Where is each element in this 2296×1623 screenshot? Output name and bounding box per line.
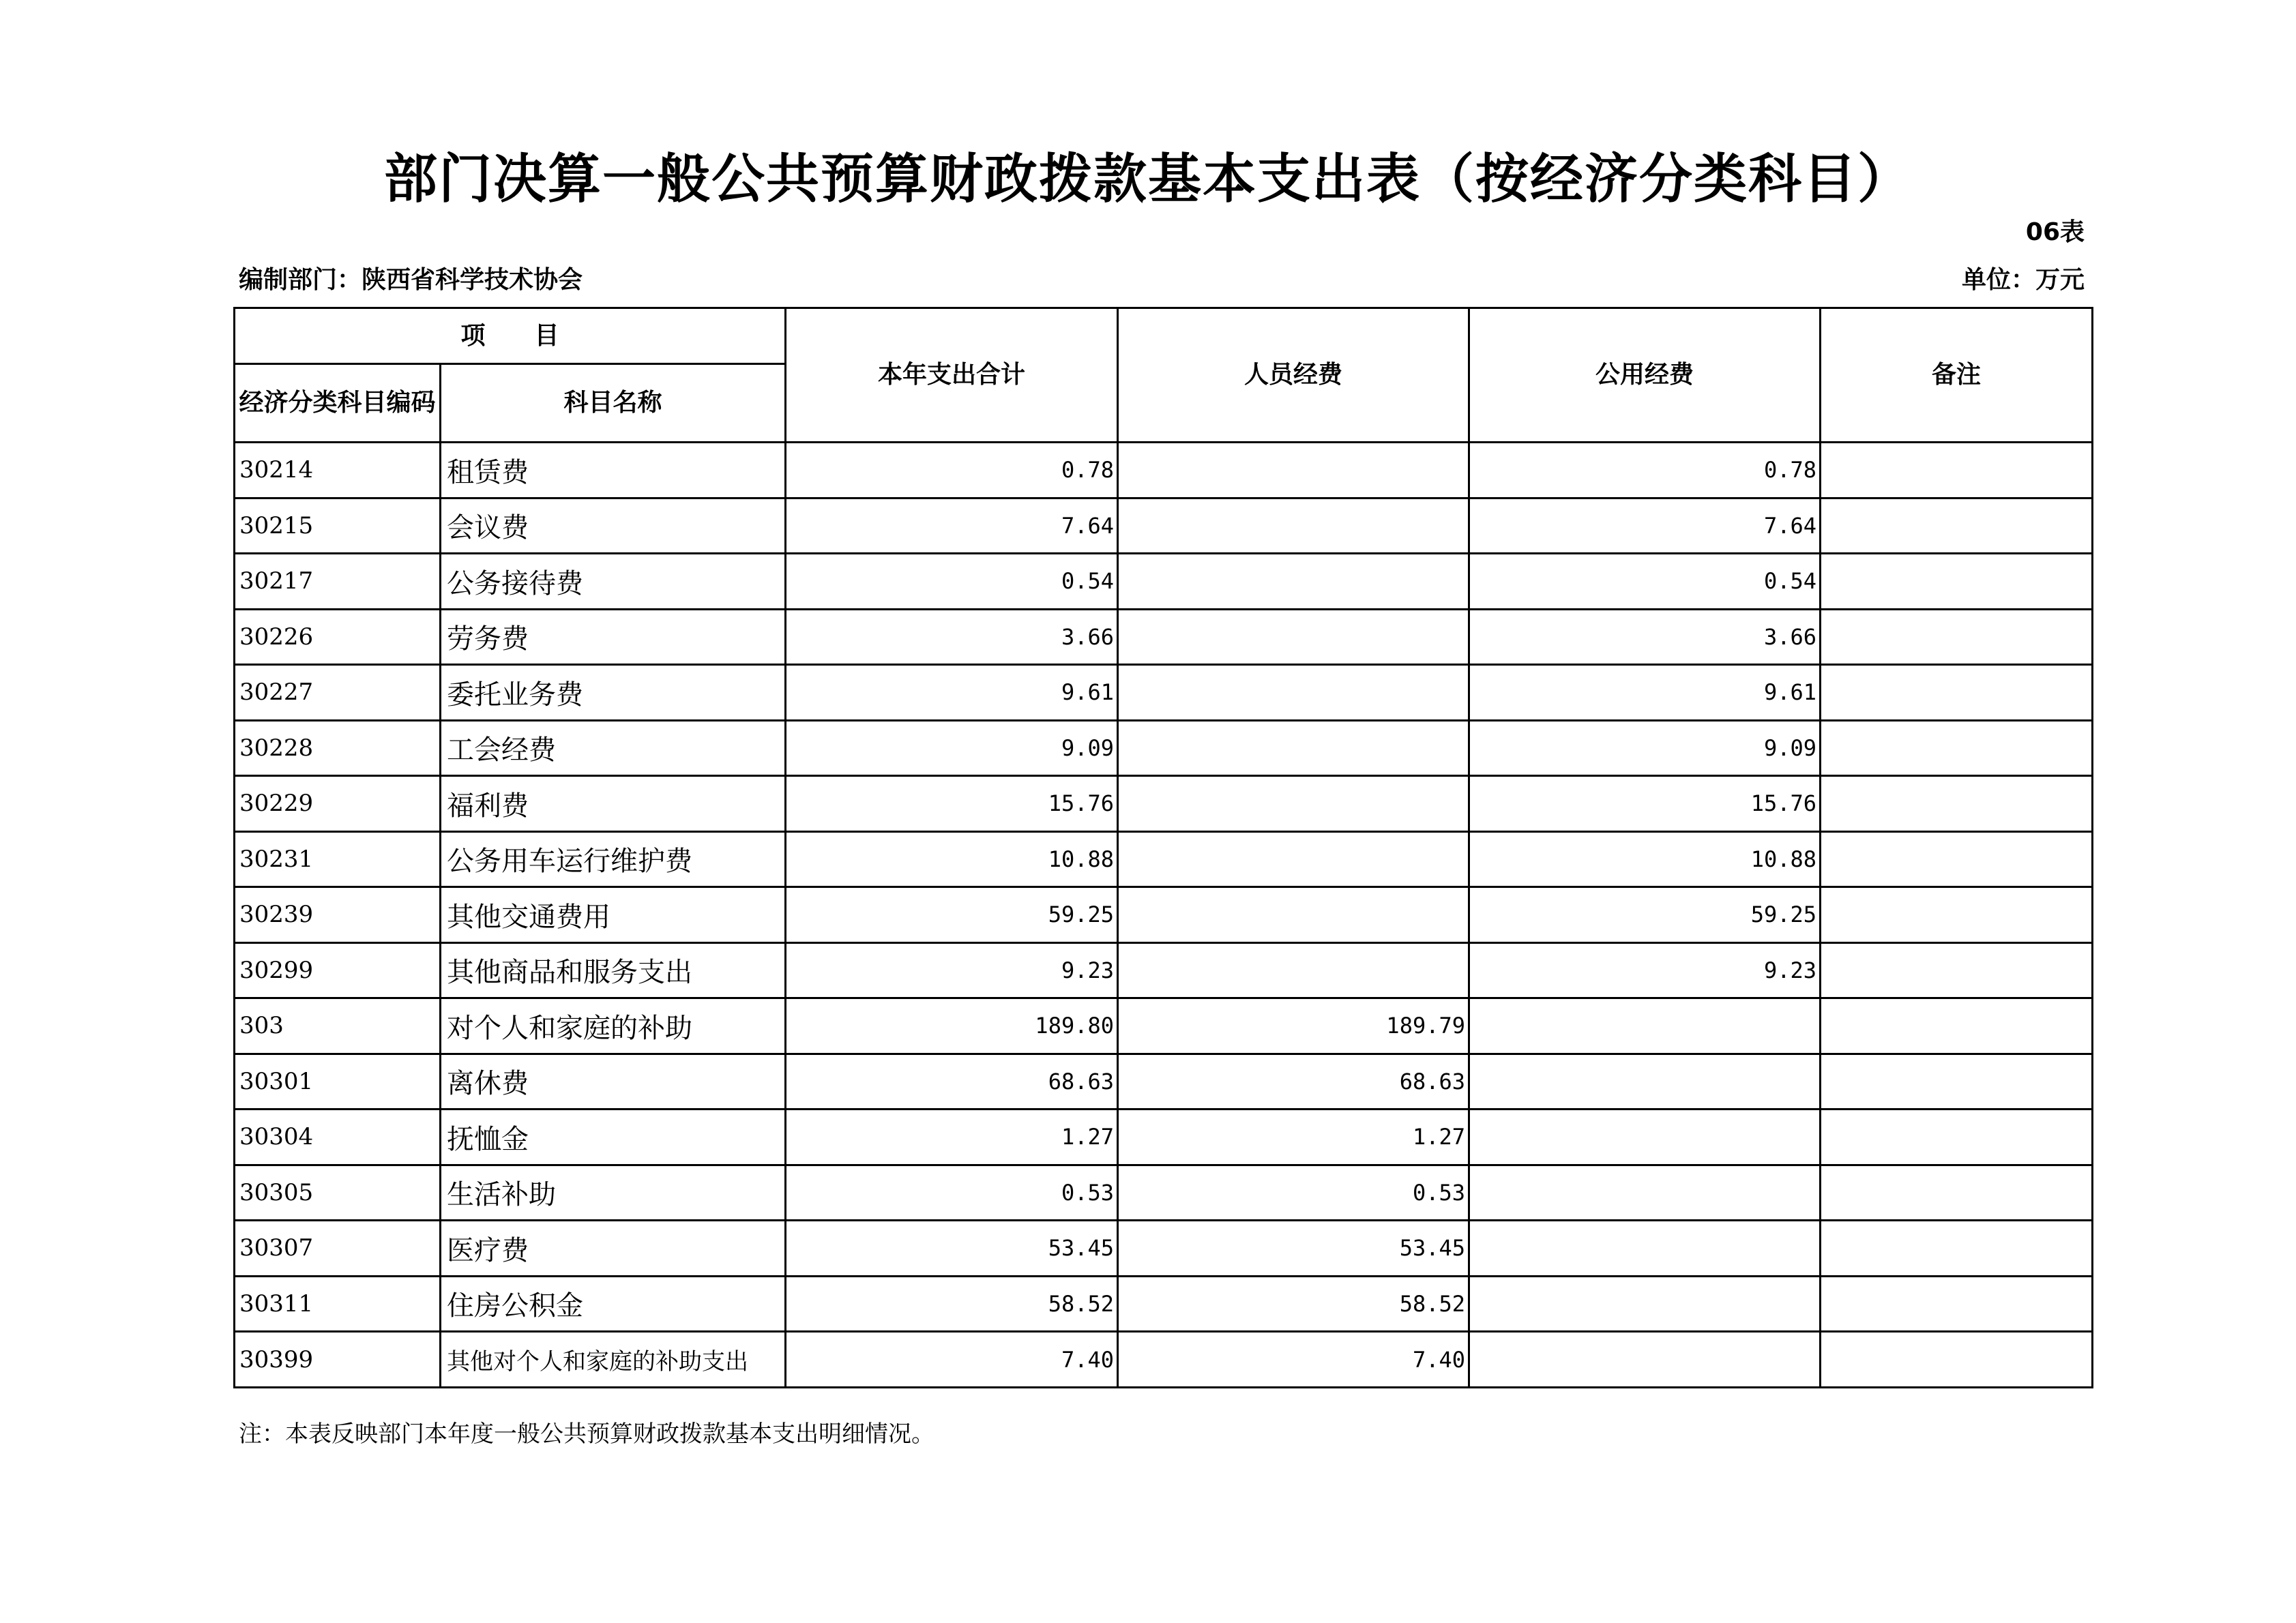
cell-total: 189.80	[786, 998, 1118, 1054]
cell-code: 30305	[235, 1165, 441, 1221]
cell-remark	[1821, 443, 2093, 498]
cell-total: 58.52	[786, 1276, 1118, 1332]
table-row	[235, 942, 2093, 998]
unit-label: 单位：万元	[1961, 266, 2085, 294]
cell-personnel: 189.79	[1118, 998, 1469, 1054]
cell-personnel	[1118, 720, 1469, 776]
cell-public: 10.88	[1469, 831, 1821, 887]
cell-public	[1469, 1276, 1821, 1332]
cell-public: 9.23	[1469, 942, 1821, 998]
cell-remark	[1821, 942, 2093, 998]
cell-total: 59.25	[786, 887, 1118, 943]
cell-name: 抚恤金	[441, 1110, 786, 1165]
table-row	[235, 1054, 2093, 1110]
cell-personnel: 7.40	[1118, 1332, 1469, 1388]
cell-name: 住房公积金	[441, 1276, 786, 1332]
cell-total: 9.61	[786, 665, 1118, 721]
cell-code: 30299	[235, 942, 441, 998]
cell-code: 30215	[235, 498, 441, 554]
cell-total: 3.66	[786, 609, 1118, 665]
cell-remark	[1821, 720, 2093, 776]
cell-public: 9.61	[1469, 665, 1821, 721]
header-total: 本年支出合计	[786, 308, 1118, 443]
cell-name: 其他交通费用	[441, 887, 786, 943]
footnote: 注：本表反映部门本年度一般公共预算财政拨款基本支出明细情况。	[239, 1420, 934, 1448]
cell-code: 30399	[235, 1332, 441, 1388]
table-row	[235, 665, 2093, 721]
expenditure-table	[233, 307, 2091, 1388]
cell-code: 30214	[235, 443, 441, 498]
table-body	[235, 443, 2093, 1388]
cell-personnel	[1118, 776, 1469, 832]
header-name: 科目名称	[441, 364, 786, 443]
cell-public	[1469, 1221, 1821, 1277]
table-row	[235, 776, 2093, 832]
cell-code: 30228	[235, 720, 441, 776]
cell-name: 生活补助	[441, 1165, 786, 1221]
cell-code: 30231	[235, 831, 441, 887]
table-row	[235, 1110, 2093, 1165]
cell-public: 3.66	[1469, 609, 1821, 665]
cell-remark	[1821, 1165, 2093, 1221]
cell-name: 公务用车运行维护费	[441, 831, 786, 887]
cell-total: 10.88	[786, 831, 1118, 887]
cell-code: 30227	[235, 665, 441, 721]
table-row	[235, 887, 2093, 943]
cell-code: 30301	[235, 1054, 441, 1110]
cell-public	[1469, 1054, 1821, 1110]
cell-name: 离休费	[441, 1054, 786, 1110]
table-row	[235, 443, 2093, 498]
cell-name: 会议费	[441, 498, 786, 554]
cell-total: 9.09	[786, 720, 1118, 776]
cell-total: 15.76	[786, 776, 1118, 832]
cell-code: 30239	[235, 887, 441, 943]
cell-code: 303	[235, 998, 441, 1054]
cell-personnel	[1118, 831, 1469, 887]
cell-name: 福利费	[441, 776, 786, 832]
table-row	[235, 831, 2093, 887]
cell-remark	[1821, 554, 2093, 610]
cell-total: 0.78	[786, 443, 1118, 498]
cell-total: 0.54	[786, 554, 1118, 610]
cell-code: 30311	[235, 1276, 441, 1332]
cell-personnel	[1118, 609, 1469, 665]
cell-public: 9.09	[1469, 720, 1821, 776]
cell-personnel: 53.45	[1118, 1221, 1469, 1277]
cell-name: 租赁费	[441, 443, 786, 498]
cell-remark	[1821, 831, 2093, 887]
cell-public	[1469, 1332, 1821, 1388]
cell-public: 59.25	[1469, 887, 1821, 943]
header-item: 项 目	[235, 308, 786, 364]
table-row	[235, 998, 2093, 1054]
table-number: 06表	[2025, 218, 2085, 246]
cell-remark	[1821, 498, 2093, 554]
header-personnel: 人员经费	[1118, 308, 1469, 443]
cell-code: 30307	[235, 1221, 441, 1277]
cell-remark	[1821, 1221, 2093, 1277]
cell-total: 68.63	[786, 1054, 1118, 1110]
cell-remark	[1821, 1110, 2093, 1165]
cell-personnel: 0.53	[1118, 1165, 1469, 1221]
cell-personnel	[1118, 443, 1469, 498]
cell-name: 其他商品和服务支出	[441, 942, 786, 998]
cell-name: 对个人和家庭的补助	[441, 998, 786, 1054]
cell-code: 30229	[235, 776, 441, 832]
cell-remark	[1821, 665, 2093, 721]
cell-code: 30226	[235, 609, 441, 665]
cell-name: 公务接待费	[441, 554, 786, 610]
cell-remark	[1821, 776, 2093, 832]
cell-public: 7.64	[1469, 498, 1821, 554]
cell-name: 工会经费	[441, 720, 786, 776]
table-row	[235, 1276, 2093, 1332]
cell-remark	[1821, 887, 2093, 943]
table-row	[235, 1332, 2093, 1388]
table-row	[235, 1221, 2093, 1277]
table-row	[235, 1165, 2093, 1221]
cell-remark	[1821, 1276, 2093, 1332]
cell-total: 1.27	[786, 1110, 1118, 1165]
cell-personnel: 1.27	[1118, 1110, 1469, 1165]
cell-public: 15.76	[1469, 776, 1821, 832]
cell-code: 30217	[235, 554, 441, 610]
cell-personnel	[1118, 498, 1469, 554]
cell-remark	[1821, 1054, 2093, 1110]
cell-total: 7.40	[786, 1332, 1118, 1388]
cell-remark	[1821, 609, 2093, 665]
department-label: 编制部门：陕西省科学技术协会	[239, 266, 583, 294]
page-title: 部门决算一般公共预算财政拨款基本支出表（按经济分类科目）	[383, 149, 1912, 210]
header-remark: 备注	[1821, 308, 2093, 443]
header-public: 公用经费	[1469, 308, 1821, 443]
cell-total: 53.45	[786, 1221, 1118, 1277]
cell-code: 30304	[235, 1110, 441, 1165]
table-row	[235, 609, 2093, 665]
cell-name: 劳务费	[441, 609, 786, 665]
cell-name: 委托业务费	[441, 665, 786, 721]
cell-remark	[1821, 1332, 2093, 1388]
cell-personnel: 68.63	[1118, 1054, 1469, 1110]
cell-public	[1469, 1110, 1821, 1165]
cell-name: 医疗费	[441, 1221, 786, 1277]
cell-public: 0.78	[1469, 443, 1821, 498]
cell-personnel: 58.52	[1118, 1276, 1469, 1332]
table-row	[235, 554, 2093, 610]
table-row	[235, 720, 2093, 776]
cell-public	[1469, 998, 1821, 1054]
cell-public	[1469, 1165, 1821, 1221]
cell-name: 其他对个人和家庭的补助支出	[441, 1332, 786, 1388]
cell-personnel	[1118, 887, 1469, 943]
cell-total: 7.64	[786, 498, 1118, 554]
header-code: 经济分类科目编码	[235, 364, 441, 443]
cell-total: 9.23	[786, 942, 1118, 998]
cell-personnel	[1118, 554, 1469, 610]
cell-total: 0.53	[786, 1165, 1118, 1221]
cell-personnel	[1118, 942, 1469, 998]
cell-personnel	[1118, 665, 1469, 721]
cell-remark	[1821, 998, 2093, 1054]
table-row	[235, 498, 2093, 554]
cell-public: 0.54	[1469, 554, 1821, 610]
